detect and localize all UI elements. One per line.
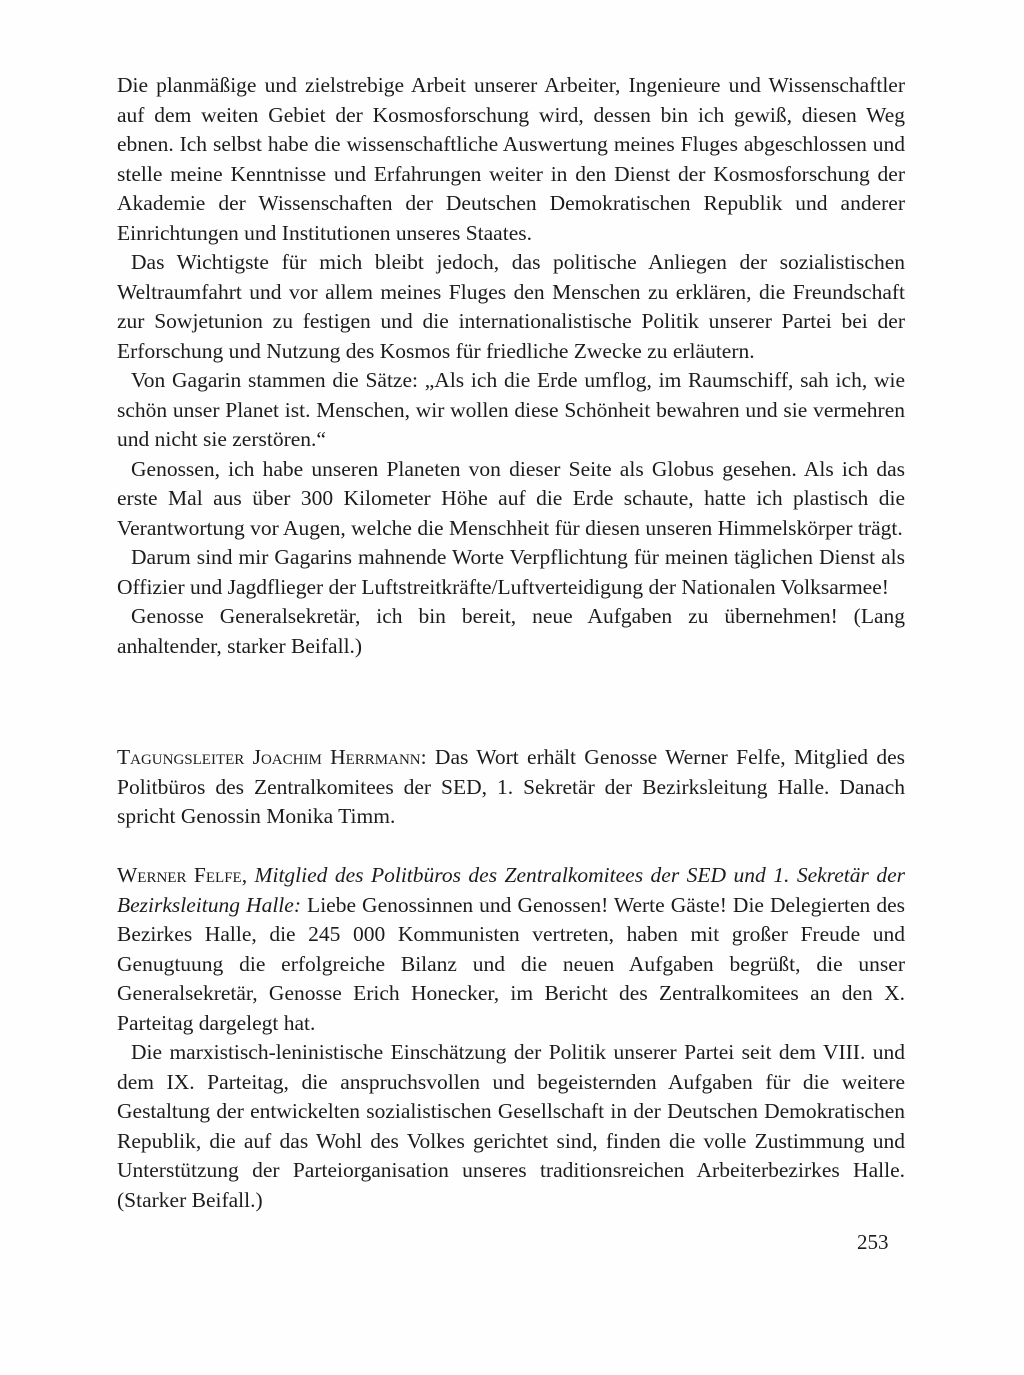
speaker-name: Werner Felfe, xyxy=(117,863,248,887)
speaker-role: Mitglied des Politbüros des Zentralkomitees der SED und 1. Sekretär der Bezirksleitung Halle: xyxy=(117,863,905,917)
chair-speaker: Tagungsleiter Joachim Herrmann: xyxy=(117,745,427,769)
felfe-speech xyxy=(117,861,905,1215)
paragraph: Genossen, ich habe unseren Planeten von dieser Seite als Globus gesehen. Als ich das erste Mal aus über 300 Kilometer Höhe auf die Erde schaute, hatte ich plastisch die Verantwortung vor Augen, welche die Menschheit für diesen unseren Himmelskörper trägt. xyxy=(117,456,905,540)
speech-text: Liebe Genossinnen und Genossen! Werte Gäste! Die Delegierten des Bezirkes Halle, die 245 000 Kommunisten vertreten, haben mit großer Freude und Genugtuung die erfolgreiche Bilanz und die neuen Aufgaben begrüßt, die unser Generalsekretär, Genosse Erich Honecker, im Bericht des Zentralkomitees an den X. Parteitag dargelegt hat. xyxy=(117,892,906,1035)
paragraph: Die marxistisch-leninistische Einschätzung der Politik unserer Partei seit dem VIII. und dem IX. Parteitag, die anspruchsvollen und begeisternden Aufgaben für die weitere Gestaltung der entwickelten sozialistischen Gesellschaft in der Deutschen Demokratischen Republik, die auf das Wohl des Volkes gerichtet sind, finden die volle Zustimmung und Unterstützung der Parteiorganisation unseres traditionsreichen Arbeiterbezirkes Halle. (Starker Beifall.) xyxy=(117,1040,905,1212)
paragraph: Die planmäßige und zielstrebige Arbeit unserer Arbeiter, Ingenieure und Wissenschaftler auf dem weiten Gebiet der Kosmosforschung wird, dessen bin ich gewiß, diesen Weg ebnen. Ich selbst habe die wissenschaftliche Auswertung meines Fluges abgeschlossen und stelle meine Kenntnisse und Erfahrungen weiter in den Dienst der Kosmosforschung der Akademie der Wissenschaften der Deutschen Demokratischen Republik und anderer Einrichtungen und Institutionen unseres Staates. xyxy=(117,73,905,245)
paragraph: Von Gagarin stammen die Sätze: „Als ich die Erde umflog, im Raumschiff, sah ich, wie schön unser Planet ist. Menschen, wir wollen diese Schönheit bewahren und sie vermehren und nicht sie zerstören.“ xyxy=(117,368,905,451)
chair-text: Das Wort erhält Genosse Werner Felfe, Mitglied des Politbüros des Zentralkomitees der SED, 1. Sekretär der Bezirksleitung Halle. Danach spricht Genossin Monika Timm. xyxy=(117,745,905,828)
chair-announcement xyxy=(117,743,905,832)
speech-text-top xyxy=(117,71,905,661)
paragraph: Darum sind mir Gagarins mahnende Worte Verpflichtung für meinen täglichen Dienst als Offizier und Jagdflieger der Luftstreitkräfte/Luftverteidigung der Nationalen Volksarmee! xyxy=(117,545,905,599)
paragraph: Das Wichtigste für mich bleibt jedoch, das politische Anliegen der sozialistischen Weltraumfahrt und vor allem meines Fluges den Menschen zu erklären, die Freundschaft zur Sowjetunion zu festigen und die internationalistische Politik unserer Partei bei der Erforschung und Nutzung des Kosmos für friedliche Zwecke zu erläutern. xyxy=(117,250,905,363)
paragraph: Genosse Generalsekretär, ich bin bereit, neue Aufgaben zu übernehmen! (Lang anhaltender, starker Beifall.) xyxy=(117,604,905,658)
page-number: 253 xyxy=(857,1230,889,1254)
